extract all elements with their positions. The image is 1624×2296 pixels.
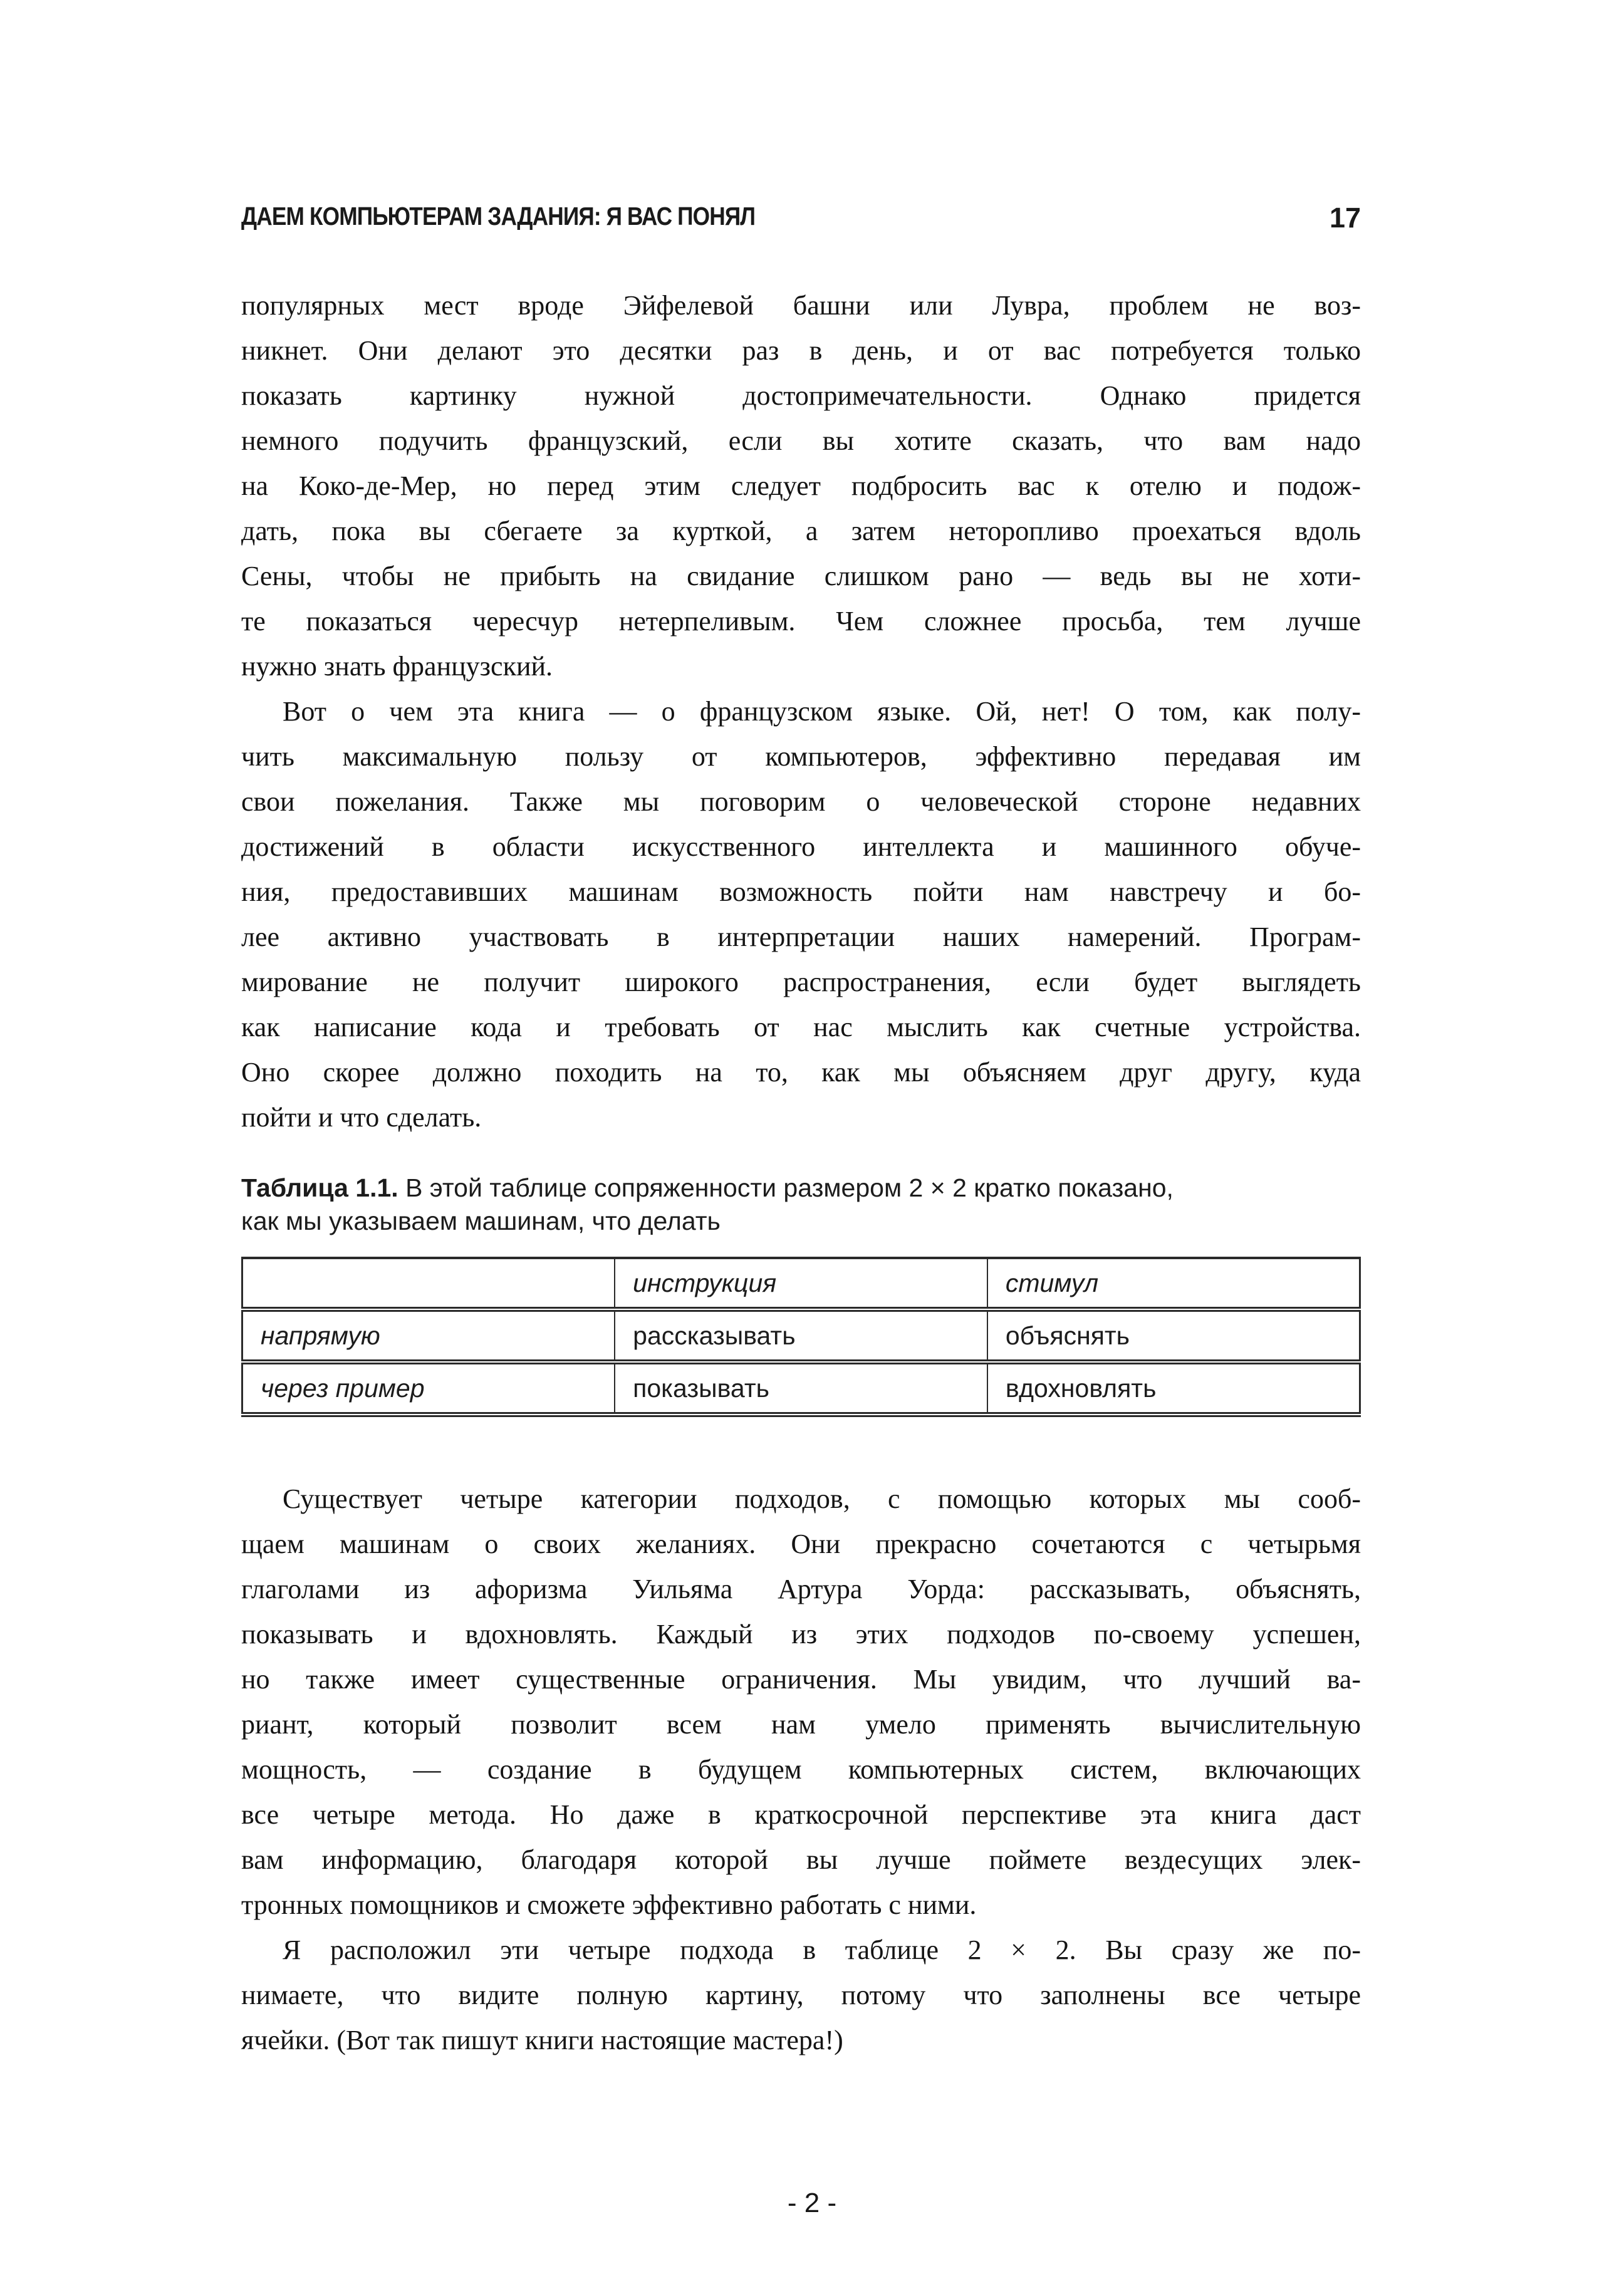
text-line: мирование не получит широкого распространения, если будет выглядеть — [241, 967, 1361, 997]
text-line: те показаться чересчур нетерпеливым. Чем сложнее просьба, тем лучше — [241, 606, 1361, 636]
table-row-label: через пример — [242, 1362, 615, 1415]
page-content — [241, 283, 1361, 2063]
text-line: щаем машинам о своих желаниях. Они прекрасно сочетаются с четырьмя — [241, 1529, 1361, 1559]
table-row — [242, 1309, 1360, 1362]
page-footer — [0, 2188, 1624, 2219]
table-caption — [241, 1171, 1361, 1238]
page-header — [241, 202, 1361, 234]
text-line: тронных помощников и сможете эффективно работать с ними. — [241, 1889, 977, 1920]
table-caption-label: Таблица 1.1. — [241, 1173, 398, 1202]
table-cell: вдохновлять — [987, 1362, 1360, 1415]
text-line: как написание кода и требовать от нас мыслить как счетные устройства. — [241, 1012, 1361, 1042]
table-body — [242, 1309, 1360, 1415]
table-header-cell — [242, 1258, 615, 1309]
text-line: достижений в области искусственного интеллекта и машинного обуче- — [241, 831, 1361, 862]
text-line: свои пожелания. Также мы поговорим о человеческой стороне недавних — [241, 786, 1361, 817]
text-line: все четыре метода. Но даже в краткосрочной перспективе эта книга даст — [241, 1799, 1361, 1830]
text-line: но также имеет существенные ограничения. Мы увидим, что лучший ва- — [241, 1664, 1361, 1695]
contingency-table — [241, 1257, 1361, 1417]
running-title: ДАЕМ КОМПЬЮТЕРАМ ЗАДАНИЯ: Я ВАС ПОНЯЛ — [241, 202, 756, 231]
table-head — [242, 1258, 1360, 1309]
text-line: Вот о чем эта книга — о французском языке. Ой, нет! О том, как полу- — [283, 696, 1361, 727]
text-line: пойти и что сделать. — [241, 1102, 482, 1133]
text-line: немного подучить французский, если вы хотите сказать, что вам надо — [241, 425, 1361, 456]
table-row — [242, 1362, 1360, 1415]
text-line: никнет. Они делают это десятки раз в день, и от вас потребуется только — [241, 335, 1361, 366]
paragraph-4 — [241, 1928, 1361, 2063]
paragraph-2 — [241, 689, 1361, 1140]
text-line: ния, предоставивших машинам возможность пойти нам навстречу и бо- — [241, 876, 1361, 907]
footer-page-number: - 2 - — [787, 2188, 837, 2218]
text-line: Я расположил эти четыре подхода в таблице 2 × 2. Вы сразу же по- — [283, 1935, 1361, 1965]
text-line: лее активно участвовать в интерпретации наших намерений. Програм- — [241, 922, 1361, 952]
text-line: Сены, чтобы не прибыть на свидание слишком рано — ведь вы не хоти- — [241, 561, 1361, 591]
text-line: Существует четыре категории подходов, с помощью которых мы сооб- — [283, 1483, 1361, 1514]
paragraph-3 — [241, 1477, 1361, 1928]
table-caption-line2: как мы указываем машинам, что делать — [241, 1207, 721, 1235]
text-line: нимаете, что видите полную картину, потому что заполнены все четыре — [241, 1980, 1361, 2010]
page-number: 17 — [1329, 202, 1361, 234]
text-line: чить максимальную пользу от компьютеров, эффективно передавая им — [241, 741, 1361, 772]
table-cell: показывать — [615, 1362, 987, 1415]
table-caption-line1 — [241, 1171, 1361, 1205]
text-line: Оно скорее должно походить на то, как мы объясняем друг другу, куда — [241, 1057, 1361, 1088]
text-line: риант, который позволит всем нам умело применять вычислительную — [241, 1709, 1361, 1740]
table-header-row — [242, 1258, 1360, 1309]
paragraph-1 — [241, 283, 1361, 689]
text-line: показать картинку нужной достопримечательности. Однако придется — [241, 380, 1361, 411]
text-line: на Коко-де-Мер, но перед этим следует подбросить вас к отелю и подож- — [241, 470, 1361, 501]
text-line: ячейки. (Вот так пишут книги настоящие мастера!) — [241, 2025, 843, 2055]
text-line: популярных мест вроде Эйфелевой башни или Лувра, проблем не воз- — [241, 290, 1361, 321]
table-caption-text: В этой таблице сопряженности размером 2 × 2 кратко показано, — [398, 1173, 1174, 1202]
table-header-cell: стимул — [987, 1258, 1360, 1309]
text-line: показывать и вдохновлять. Каждый из этих подходов по-своему успешен, — [241, 1619, 1361, 1649]
table-cell: объяснять — [987, 1309, 1360, 1362]
text-line: мощность, — создание в будущем компьютерных систем, включающих — [241, 1754, 1361, 1785]
text-line: нужно знать французский. — [241, 651, 553, 682]
table-header-cell: инструкция — [615, 1258, 987, 1309]
text-line: глаголами из афоризма Уильяма Артура Уорда: рассказывать, объяснять, — [241, 1574, 1361, 1604]
text-line: вам информацию, благодаря которой вы лучше поймете вездесущих элек- — [241, 1844, 1361, 1875]
table-cell: рассказывать — [615, 1309, 987, 1362]
table-row-label: напрямую — [242, 1309, 615, 1362]
text-line: дать, пока вы сбегаете за курткой, а затем неторопливо проехаться вдоль — [241, 516, 1361, 546]
